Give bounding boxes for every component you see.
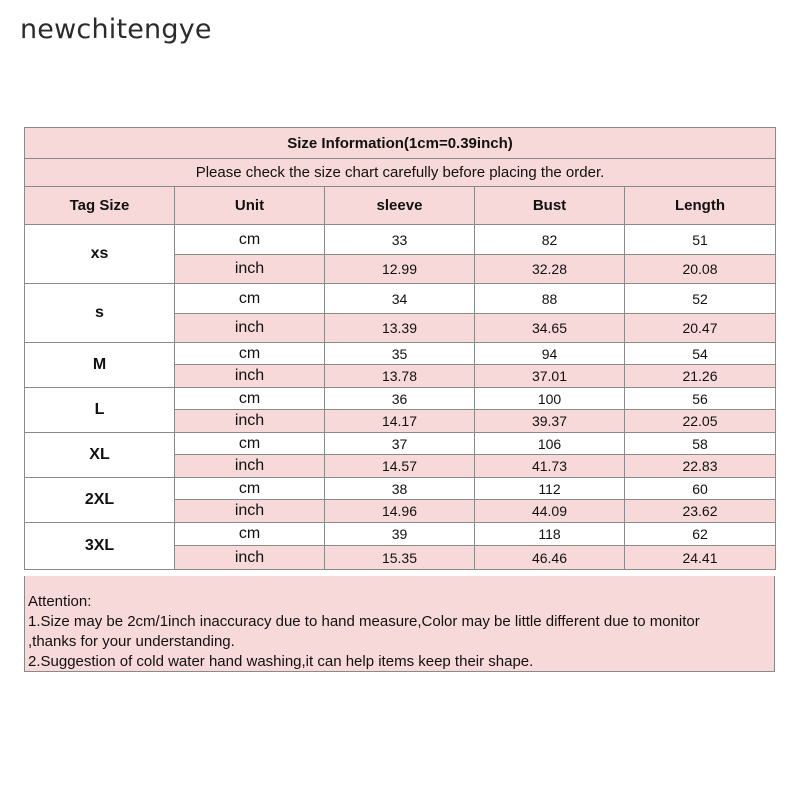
- notice-row: [25, 159, 776, 187]
- unit-cell: inch: [175, 314, 325, 343]
- length-cell: 60: [625, 478, 776, 500]
- bust-cell: 100: [475, 388, 625, 410]
- sleeve-cell: 15.35: [325, 546, 475, 570]
- size-row-cm: [25, 523, 776, 546]
- bust-cell: 37.01: [475, 365, 625, 388]
- size-table: [24, 127, 776, 570]
- tag-size-cell: XL: [25, 433, 175, 478]
- tag-size-cell: xs: [25, 225, 175, 284]
- unit-cell: inch: [175, 255, 325, 284]
- length-cell: 58: [625, 433, 776, 455]
- attention-box: [24, 576, 775, 672]
- length-cell: 20.08: [625, 255, 776, 284]
- length-cell: 23.62: [625, 500, 776, 523]
- attention-heading: Attention:: [28, 593, 92, 610]
- sleeve-cell: 34: [325, 284, 475, 314]
- size-row-cm: [25, 388, 776, 410]
- bust-cell: 88: [475, 284, 625, 314]
- bust-cell: 34.65: [475, 314, 625, 343]
- attention-line-3: 2.Suggestion of cold water hand washing,it can help items keep their shape.: [28, 653, 534, 670]
- unit-cell: inch: [175, 500, 325, 523]
- unit-cell: cm: [175, 433, 325, 455]
- bust-cell: 41.73: [475, 455, 625, 478]
- unit-cell: inch: [175, 546, 325, 570]
- unit-cell: inch: [175, 455, 325, 478]
- unit-cell: inch: [175, 365, 325, 388]
- size-chart: [24, 127, 775, 570]
- sleeve-cell: 37: [325, 433, 475, 455]
- size-row-cm: [25, 284, 776, 314]
- sleeve-cell: 33: [325, 225, 475, 255]
- tag-size-cell: M: [25, 343, 175, 388]
- sleeve-cell: 35: [325, 343, 475, 365]
- header-length: Length: [625, 187, 776, 225]
- unit-cell: inch: [175, 410, 325, 433]
- sleeve-cell: 39: [325, 523, 475, 546]
- bust-cell: 44.09: [475, 500, 625, 523]
- unit-cell: cm: [175, 523, 325, 546]
- table-title: Size Information(1cm=0.39inch): [25, 128, 776, 159]
- watermark: newchitengye: [20, 14, 212, 45]
- length-cell: 22.83: [625, 455, 776, 478]
- length-cell: 56: [625, 388, 776, 410]
- notice-text: Please check the size chart carefully before placing the order.: [25, 159, 776, 187]
- unit-cell: cm: [175, 225, 325, 255]
- bust-cell: 112: [475, 478, 625, 500]
- length-cell: 24.41: [625, 546, 776, 570]
- length-cell: 22.05: [625, 410, 776, 433]
- unit-cell: cm: [175, 343, 325, 365]
- length-cell: 52: [625, 284, 776, 314]
- sleeve-cell: 13.78: [325, 365, 475, 388]
- tag-size-cell: 3XL: [25, 523, 175, 570]
- header-bust: Bust: [475, 187, 625, 225]
- header-unit: Unit: [175, 187, 325, 225]
- bust-cell: 39.37: [475, 410, 625, 433]
- length-cell: 54: [625, 343, 776, 365]
- unit-cell: cm: [175, 478, 325, 500]
- size-row-cm: [25, 225, 776, 255]
- bust-cell: 46.46: [475, 546, 625, 570]
- tag-size-cell: L: [25, 388, 175, 433]
- unit-cell: cm: [175, 388, 325, 410]
- length-cell: 62: [625, 523, 776, 546]
- attention-line-2: ,thanks for your understanding.: [28, 633, 235, 650]
- bust-cell: 32.28: [475, 255, 625, 284]
- length-cell: 20.47: [625, 314, 776, 343]
- unit-cell: cm: [175, 284, 325, 314]
- size-row-cm: [25, 343, 776, 365]
- sleeve-cell: 14.17: [325, 410, 475, 433]
- bust-cell: 118: [475, 523, 625, 546]
- size-row-cm: [25, 433, 776, 455]
- attention-line-1: 1.Size may be 2cm/1inch inaccuracy due to hand measure,Color may be little different due to monitor: [28, 613, 700, 630]
- bust-cell: 94: [475, 343, 625, 365]
- header-row: [25, 187, 776, 225]
- tag-size-cell: 2XL: [25, 478, 175, 523]
- length-cell: 21.26: [625, 365, 776, 388]
- sleeve-cell: 38: [325, 478, 475, 500]
- size-row-cm: [25, 478, 776, 500]
- sleeve-cell: 36: [325, 388, 475, 410]
- sleeve-cell: 14.96: [325, 500, 475, 523]
- sleeve-cell: 13.39: [325, 314, 475, 343]
- sleeve-cell: 14.57: [325, 455, 475, 478]
- bust-cell: 106: [475, 433, 625, 455]
- bust-cell: 82: [475, 225, 625, 255]
- tag-size-cell: s: [25, 284, 175, 343]
- header-sleeve: sleeve: [325, 187, 475, 225]
- length-cell: 51: [625, 225, 776, 255]
- sleeve-cell: 12.99: [325, 255, 475, 284]
- header-tag-size: Tag Size: [25, 187, 175, 225]
- title-row: [25, 128, 776, 159]
